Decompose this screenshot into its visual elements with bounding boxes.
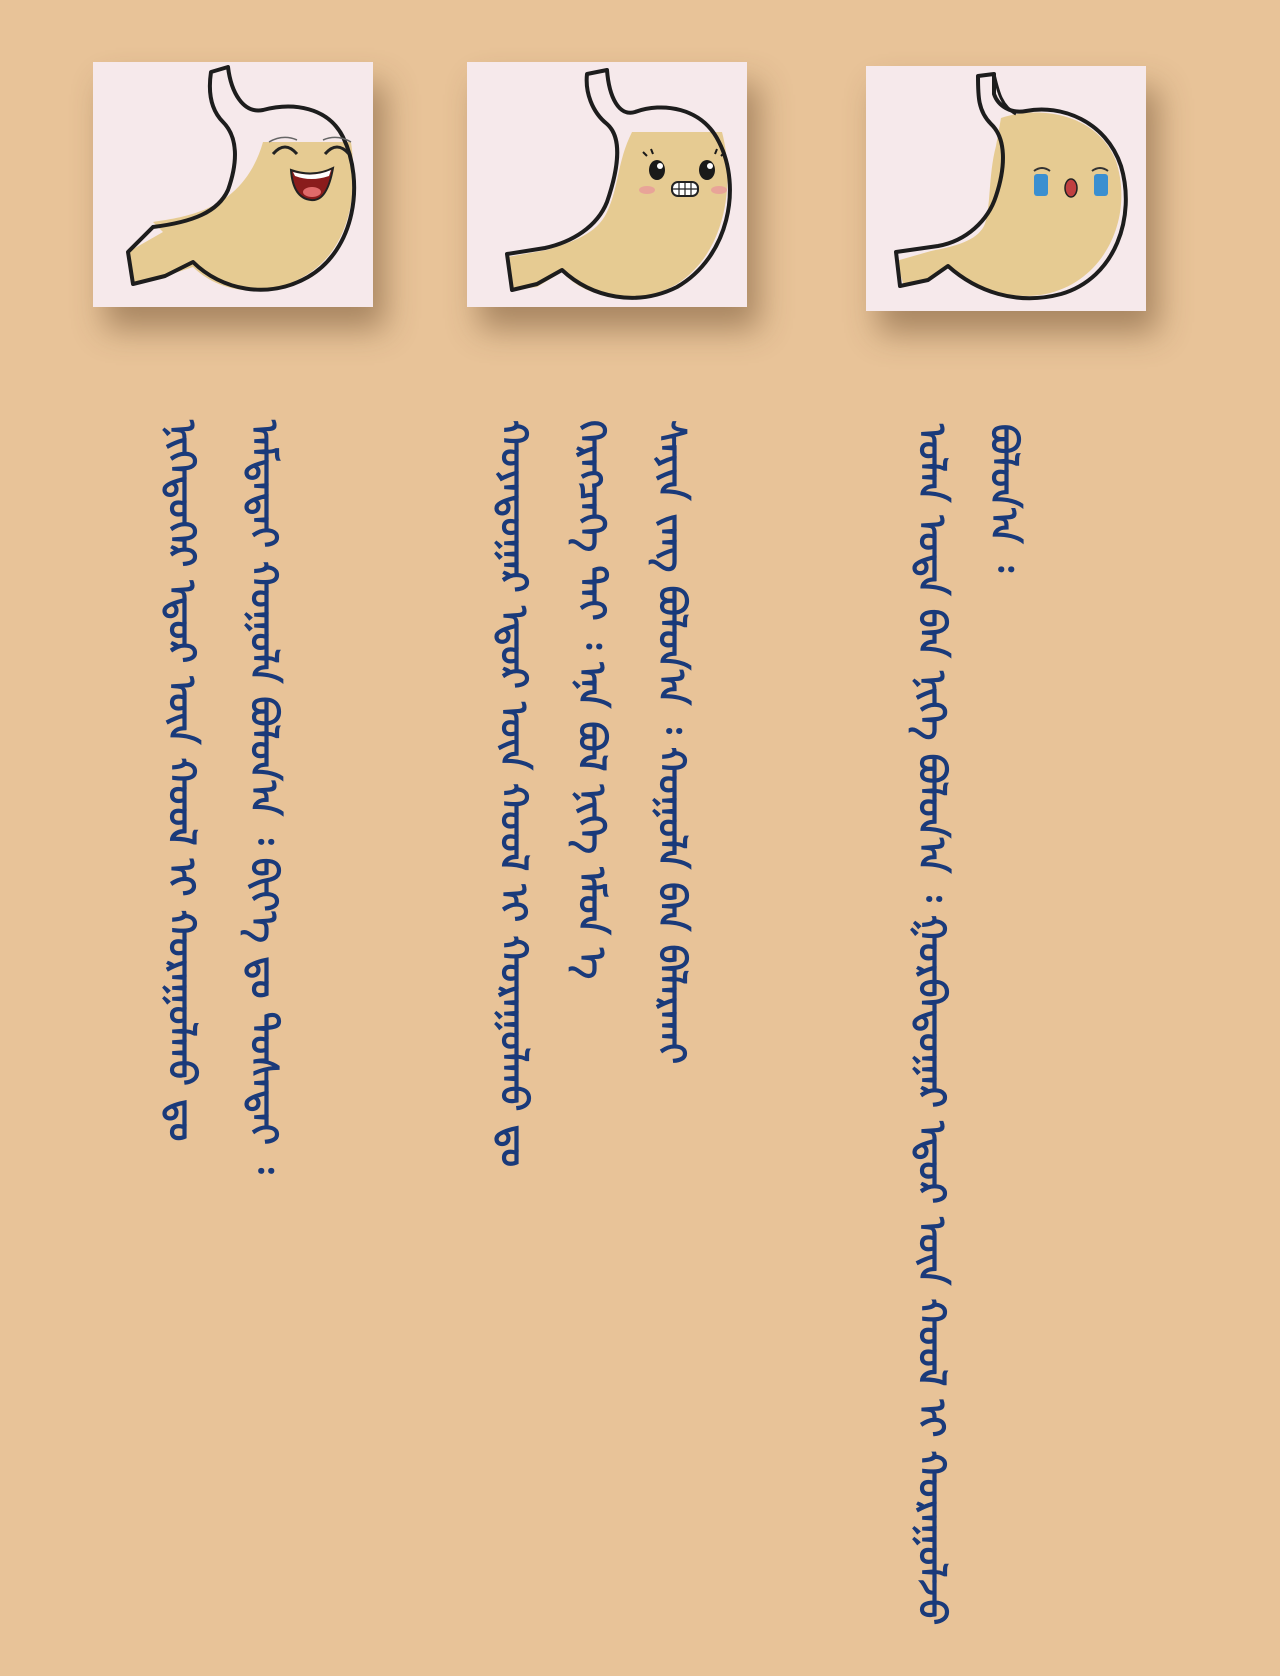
- stomach-laughing-icon: [93, 62, 373, 307]
- stomach-nervous-icon: [467, 62, 747, 307]
- crying-text-line-1: ᠣᠯᠠᠨ ᠤᠳᠠ ᠪᠠᠨ ᠨᠢᠭᠡ ᠪᠤᠯᠤᠨ᠎ᠠ ᠄ ᠭᠤᠷᠪᠠᠳᠤᠭᠠᠷ ᠡᠳᠦᠷ ᠦᠨ ᠬᠣᠣᠯ ᠢ ᠬᠣᠷᠠᠭᠤᠯᠵᠤ: [910, 424, 954, 1626]
- nervous-text-line-1: ᠬᠣᠶᠠᠳᠤᠭᠠᠷ ᠡᠳᠦᠷ ᠦᠨ ᠬᠣᠣᠯ ᠢ ᠬᠣᠷᠠᠭᠤᠯᠬᠤ ᠳᠤ: [492, 420, 536, 1167]
- nervous-text-line-2: ᠬᠡᠷᠡᠭᠴᠡᠭᠡ ᠲᠠᠢ ᠄ ᠡᠨᠡ ᠪᠣᠯ ᠨᠢᠭᠡ ᠡᠮᠦᠨ ᠡ: [570, 420, 614, 980]
- nervous-stomach-illustration: [467, 62, 747, 307]
- nervous-text-line-3: ᠰᠠᠶᠢᠨ ᠵᠠᠩ ᠪᠣᠯᠤᠨ᠎ᠠ ᠄ ᠬᠣᠭᠤᠯᠠ ᠪᠡᠨ ᠪᠠᠯᠠᠷᠬᠠᠢ: [650, 420, 694, 1065]
- laughing-text-line-2: ᠠᠮᠲᠠᠲᠠᠢ ᠬᠣᠭᠤᠯᠠ ᠪᠣᠯᠤᠨ᠎ᠠ ᠄ ᠪᠢᠶ᠎ᠡ ᠳᠤ ᠲᠤᠰᠠᠲᠠᠢ ᠄: [242, 420, 286, 1174]
- laughing-text-line-1: ᠨᠢᠭᠡᠳᠦᠭᠡᠷ ᠡᠳᠦᠷ ᠦᠨ ᠬᠣᠣᠯ ᠢ ᠬᠣᠷᠠᠭᠤᠯᠬᠤ ᠳᠤ: [160, 420, 204, 1142]
- stomach-crying-icon: [866, 66, 1146, 311]
- crying-text-line-2: ᠪᠣᠯᠤᠨ᠎ᠠ ᠄: [982, 424, 1026, 573]
- laughing-stomach-illustration: [93, 62, 373, 307]
- crying-stomach-illustration: [866, 66, 1146, 311]
